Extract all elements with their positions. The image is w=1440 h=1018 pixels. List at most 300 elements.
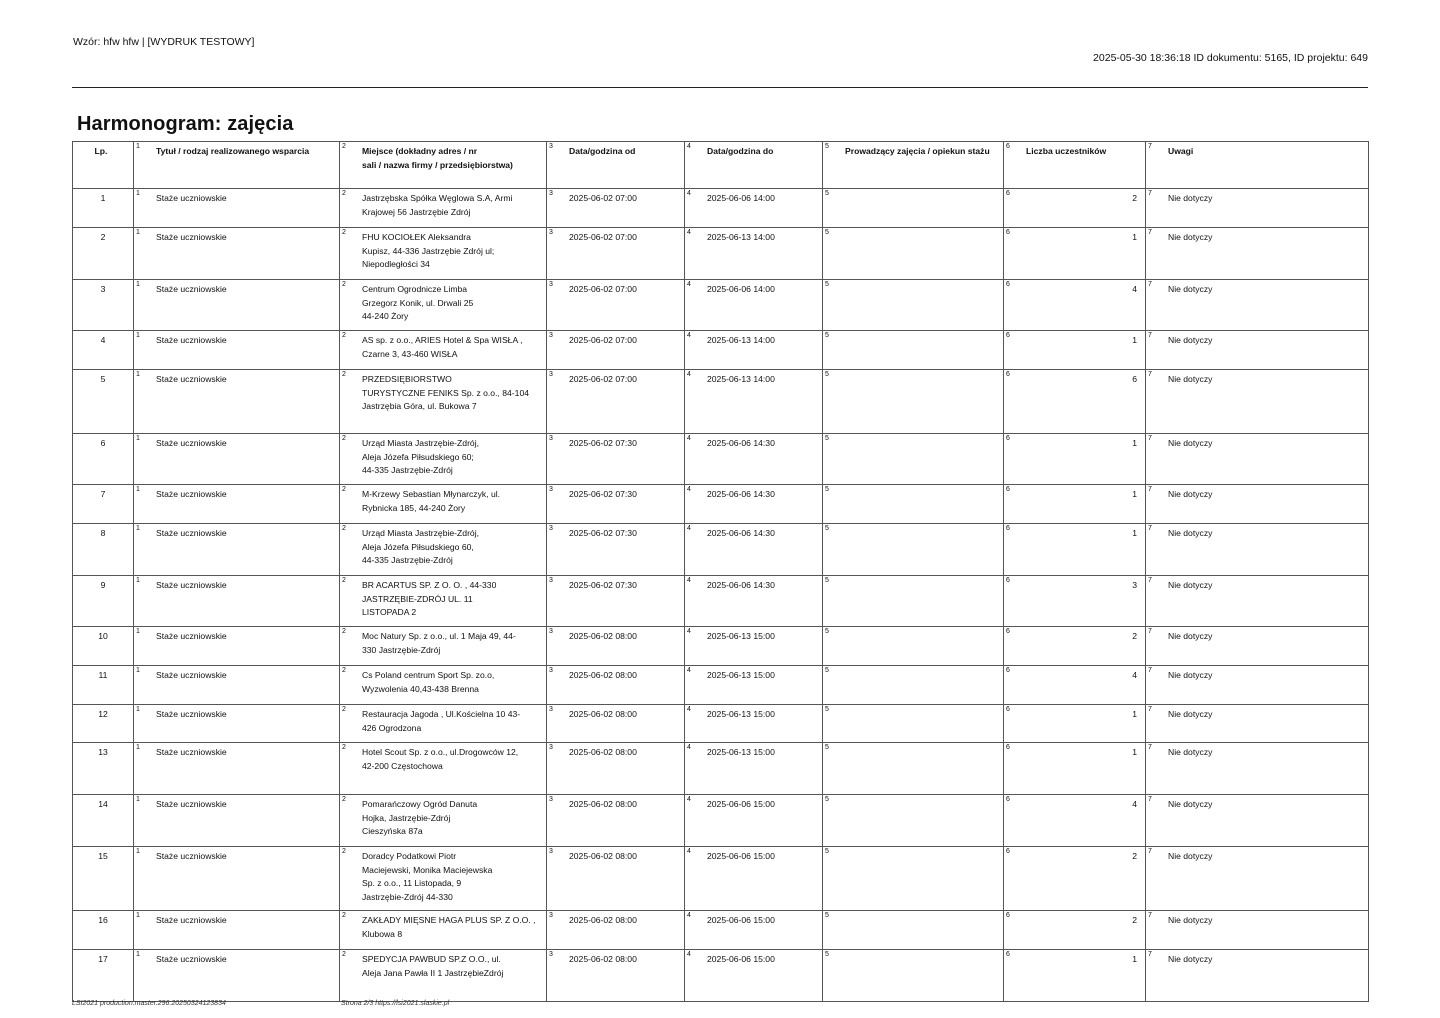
- cell-value: FHU KOCIOŁEK Aleksandra Kupisz, 44-336 Jastrzębie Zdrój ul; Niepodległości 34: [362, 232, 495, 269]
- cell-notes: [1146, 795, 1369, 847]
- cell-column-number: 6: [1006, 229, 1010, 236]
- cell-notes: [1146, 705, 1369, 743]
- page-title: Harmonogram: zajęcia: [77, 113, 294, 135]
- cell-title: [134, 434, 340, 485]
- cell-column-number: 7: [1148, 435, 1152, 442]
- cell-column-number: 4: [687, 190, 691, 197]
- cell-date-from: [547, 331, 685, 370]
- cell-value: 2025-06-13 15:00: [707, 747, 775, 757]
- table-row: [73, 705, 1369, 743]
- table-row: [73, 627, 1369, 666]
- cell-value: 2025-06-13 14:00: [707, 335, 775, 345]
- cell-column-number: 4: [687, 744, 691, 751]
- cell-column-number: 1: [136, 667, 140, 674]
- cell-column-number: 4: [687, 435, 691, 442]
- cell-column-number: 3: [549, 190, 553, 197]
- cell-column-number: 6: [1006, 190, 1010, 197]
- cell-column-number: 4: [687, 577, 691, 584]
- cell-notes: [1146, 331, 1369, 370]
- cell-column-number: 6: [1006, 796, 1010, 803]
- cell-value: Nie dotyczy: [1168, 747, 1213, 757]
- cell-date-to: [685, 280, 823, 331]
- table-row: [73, 331, 1369, 370]
- cell-column-number: 2: [342, 486, 346, 493]
- cell-column-number: 1: [136, 332, 140, 339]
- cell-date-from: [547, 280, 685, 331]
- column-header-label: Miejsce (dokładny adres / nr sali / nazwa firmy / przedsiębiorstwa): [362, 146, 513, 170]
- cell-title: [134, 189, 340, 228]
- cell-column-number: 5: [825, 190, 829, 197]
- cell-column-number: 3: [549, 525, 553, 532]
- cell-lp: [73, 705, 134, 743]
- cell-lp: [73, 485, 134, 524]
- cell-column-number: 3: [549, 486, 553, 493]
- cell-column-number: 2: [342, 229, 346, 236]
- cell-notes: [1146, 485, 1369, 524]
- cell-column-number: 7: [1148, 796, 1152, 803]
- cell-column-number: 1: [136, 486, 140, 493]
- cell-column-number: 5: [825, 848, 829, 855]
- cell-lp: [73, 950, 134, 1002]
- cell-column-number: 2: [342, 951, 346, 958]
- cell-date-to: [685, 666, 823, 705]
- cell-value: 2025-06-02 07:30: [569, 489, 637, 499]
- cell-participants: [1004, 280, 1146, 331]
- cell-column-number: 2: [342, 190, 346, 197]
- cell-value: Nie dotyczy: [1168, 232, 1213, 242]
- column-number: 2: [342, 143, 346, 150]
- cell-leader: [823, 705, 1004, 743]
- cell-place: [340, 627, 547, 666]
- cell-column-number: 6: [1006, 667, 1010, 674]
- cell-lp: [73, 847, 134, 911]
- column-number: 1: [136, 143, 140, 150]
- footer-page-info: Strona 2/3 https://lsi2021.slaskie.pl: [341, 1000, 450, 1007]
- cell-column-number: 3: [549, 628, 553, 635]
- column-header-title: [134, 142, 340, 189]
- cell-column-number: 2: [342, 435, 346, 442]
- cell-leader: [823, 795, 1004, 847]
- cell-value: Hotel Scout Sp. z o.o., ul.Drogowców 12, 42-200 Częstochowa: [362, 747, 519, 771]
- cell-column-number: 5: [825, 371, 829, 378]
- cell-value: Nie dotyczy: [1168, 709, 1213, 719]
- cell-place: [340, 434, 547, 485]
- cell-lp: [73, 434, 134, 485]
- cell-column-number: 7: [1148, 912, 1152, 919]
- cell-column-number: 7: [1148, 332, 1152, 339]
- column-header-label: Data/godzina do: [707, 146, 774, 156]
- cell-date-from: [547, 666, 685, 705]
- cell-column-number: 5: [825, 951, 829, 958]
- table-header-row: [73, 142, 1369, 189]
- cell-column-number: 6: [1006, 848, 1010, 855]
- cell-leader: [823, 370, 1004, 434]
- cell-value: 2025-06-02 07:00: [569, 232, 637, 242]
- cell-column-number: 6: [1006, 281, 1010, 288]
- cell-value: Nie dotyczy: [1168, 193, 1213, 203]
- cell-value: 2025-06-02 08:00: [569, 631, 637, 641]
- cell-value: Staże uczniowskie: [156, 489, 227, 499]
- cell-value: 2: [1132, 915, 1137, 925]
- cell-value: 2025-06-02 08:00: [569, 851, 637, 861]
- cell-title: [134, 485, 340, 524]
- cell-column-number: 4: [687, 912, 691, 919]
- cell-leader: [823, 280, 1004, 331]
- cell-lp: [73, 666, 134, 705]
- cell-column-number: 1: [136, 281, 140, 288]
- cell-place: [340, 189, 547, 228]
- cell-participants: [1004, 434, 1146, 485]
- cell-column-number: 6: [1006, 912, 1010, 919]
- cell-value: Doradcy Podatkowi Piotr Maciejewski, Monika Maciejewska Sp. z o.o., 11 Listopada, 9 Jastrzębie-Zdrój 44-330: [362, 851, 493, 902]
- cell-value: Nie dotyczy: [1168, 438, 1213, 448]
- cell-column-number: 6: [1006, 371, 1010, 378]
- cell-value: Cs Poland centrum Sport Sp. zo.o, Wyzwolenia 40,43-438 Brenna: [362, 670, 495, 694]
- column-header-notes: [1146, 142, 1369, 189]
- cell-notes: [1146, 911, 1369, 950]
- table-row: [73, 280, 1369, 331]
- cell-column-number: 2: [342, 744, 346, 751]
- cell-value: 1: [1132, 438, 1137, 448]
- table-row: [73, 950, 1369, 1002]
- cell-column-number: 1: [136, 796, 140, 803]
- cell-value: 2025-06-06 15:00: [707, 954, 775, 964]
- cell-column-number: 2: [342, 628, 346, 635]
- column-header-label: Liczba uczestników: [1026, 146, 1107, 156]
- cell-date-to: [685, 524, 823, 576]
- cell-date-from: [547, 485, 685, 524]
- cell-column-number: 6: [1006, 577, 1010, 584]
- cell-value: Nie dotyczy: [1168, 528, 1213, 538]
- cell-title: [134, 950, 340, 1002]
- cell-value: 7: [100, 489, 106, 499]
- cell-column-number: 7: [1148, 577, 1152, 584]
- cell-value: 1: [1132, 489, 1137, 499]
- column-header-lp: [73, 142, 134, 189]
- cell-notes: [1146, 370, 1369, 434]
- cell-value: 2025-06-02 07:00: [569, 374, 637, 384]
- cell-place: [340, 666, 547, 705]
- cell-value: Nie dotyczy: [1168, 799, 1213, 809]
- cell-participants: [1004, 743, 1146, 795]
- cell-column-number: 4: [687, 628, 691, 635]
- cell-column-number: 6: [1006, 486, 1010, 493]
- cell-leader: [823, 666, 1004, 705]
- cell-leader: [823, 228, 1004, 280]
- cell-column-number: 2: [342, 796, 346, 803]
- cell-value: 3: [1132, 580, 1137, 590]
- column-header-label: Uwagi: [1168, 146, 1194, 156]
- cell-place: [340, 847, 547, 911]
- cell-participants: [1004, 847, 1146, 911]
- cell-column-number: 7: [1148, 744, 1152, 751]
- cell-notes: [1146, 434, 1369, 485]
- cell-value: 6: [100, 438, 106, 448]
- cell-value: Staże uczniowskie: [156, 528, 227, 538]
- table-row: [73, 370, 1369, 434]
- column-number: 7: [1148, 143, 1152, 150]
- cell-column-number: 7: [1148, 667, 1152, 674]
- cell-date-from: [547, 911, 685, 950]
- cell-value: Staże uczniowskie: [156, 915, 227, 925]
- cell-title: [134, 370, 340, 434]
- cell-column-number: 7: [1148, 371, 1152, 378]
- cell-participants: [1004, 627, 1146, 666]
- cell-column-number: 4: [687, 486, 691, 493]
- column-header-leader: [823, 142, 1004, 189]
- cell-date-from: [547, 950, 685, 1002]
- cell-column-number: 5: [825, 486, 829, 493]
- cell-date-to: [685, 228, 823, 280]
- footer-build-info: LSI2021 production:master.296:20250324123834: [72, 1000, 226, 1007]
- cell-value: 2025-06-02 07:00: [569, 284, 637, 294]
- cell-value: Staże uczniowskie: [156, 851, 227, 861]
- cell-value: Nie dotyczy: [1168, 915, 1213, 925]
- cell-place: [340, 576, 547, 627]
- cell-column-number: 3: [549, 281, 553, 288]
- cell-place: [340, 485, 547, 524]
- cell-column-number: 7: [1148, 628, 1152, 635]
- cell-date-to: [685, 950, 823, 1002]
- table-row: [73, 911, 1369, 950]
- cell-value: 4: [1132, 284, 1137, 294]
- cell-value: 3: [100, 284, 106, 294]
- cell-participants: [1004, 228, 1146, 280]
- cell-value: 2025-06-02 07:00: [569, 193, 637, 203]
- cell-column-number: 6: [1006, 951, 1010, 958]
- cell-column-number: 1: [136, 706, 140, 713]
- table-body: [73, 189, 1369, 1002]
- cell-value: Nie dotyczy: [1168, 284, 1213, 294]
- cell-column-number: 2: [342, 706, 346, 713]
- cell-column-number: 1: [136, 744, 140, 751]
- cell-value: 2: [1132, 631, 1137, 641]
- cell-column-number: 4: [687, 229, 691, 236]
- cell-place: [340, 524, 547, 576]
- cell-value: Staże uczniowskie: [156, 193, 227, 203]
- cell-place: [340, 370, 547, 434]
- cell-place: [340, 705, 547, 743]
- cell-notes: [1146, 627, 1369, 666]
- cell-value: Restauracja Jagoda , Ul.Kościelna 10 43- 426 Ogrodzona: [362, 709, 521, 733]
- cell-column-number: 5: [825, 667, 829, 674]
- cell-leader: [823, 434, 1004, 485]
- cell-participants: [1004, 370, 1146, 434]
- cell-value: 2025-06-02 08:00: [569, 915, 637, 925]
- cell-notes: [1146, 524, 1369, 576]
- cell-value: Nie dotyczy: [1168, 954, 1213, 964]
- document-meta: 2025-05-30 18:36:18 ID dokumentu: 5165, ID projektu: 649: [1093, 52, 1368, 64]
- cell-column-number: 3: [549, 667, 553, 674]
- cell-column-number: 7: [1148, 525, 1152, 532]
- cell-column-number: 3: [549, 912, 553, 919]
- cell-title: [134, 705, 340, 743]
- cell-column-number: 5: [825, 332, 829, 339]
- cell-leader: [823, 743, 1004, 795]
- cell-title: [134, 743, 340, 795]
- cell-place: [340, 280, 547, 331]
- cell-value: Staże uczniowskie: [156, 799, 227, 809]
- cell-value: 14: [98, 799, 108, 809]
- cell-column-number: 2: [342, 525, 346, 532]
- cell-value: 13: [98, 747, 108, 757]
- cell-title: [134, 576, 340, 627]
- cell-column-number: 7: [1148, 229, 1152, 236]
- cell-value: 5: [100, 374, 106, 384]
- cell-column-number: 3: [549, 577, 553, 584]
- cell-title: [134, 524, 340, 576]
- cell-value: Nie dotyczy: [1168, 374, 1213, 384]
- cell-value: Staże uczniowskie: [156, 438, 227, 448]
- cell-column-number: 3: [549, 796, 553, 803]
- cell-date-to: [685, 331, 823, 370]
- cell-date-to: [685, 370, 823, 434]
- cell-column-number: 4: [687, 332, 691, 339]
- cell-value: 2025-06-13 15:00: [707, 670, 775, 680]
- cell-place: [340, 228, 547, 280]
- cell-value: 2025-06-06 14:30: [707, 438, 775, 448]
- cell-date-to: [685, 627, 823, 666]
- cell-column-number: 1: [136, 371, 140, 378]
- cell-value: 15: [98, 851, 108, 861]
- cell-value: 1: [1132, 954, 1137, 964]
- cell-column-number: 7: [1148, 190, 1152, 197]
- cell-leader: [823, 524, 1004, 576]
- cell-value: 2025-06-02 08:00: [569, 954, 637, 964]
- cell-place: [340, 795, 547, 847]
- cell-column-number: 2: [342, 281, 346, 288]
- cell-value: 2: [1132, 851, 1137, 861]
- cell-date-from: [547, 434, 685, 485]
- cell-value: 9: [100, 580, 106, 590]
- cell-column-number: 2: [342, 371, 346, 378]
- cell-column-number: 4: [687, 848, 691, 855]
- cell-value: 16: [98, 915, 108, 925]
- cell-title: [134, 331, 340, 370]
- cell-date-from: [547, 524, 685, 576]
- cell-value: SPEDYCJA PAWBUD SP.Z O.O., ul. Aleja Jana Pawła II 1 JastrzębieZdrój: [362, 954, 504, 978]
- cell-lp: [73, 743, 134, 795]
- cell-place: [340, 743, 547, 795]
- column-header-participants: [1004, 142, 1146, 189]
- cell-value: 2025-06-02 08:00: [569, 747, 637, 757]
- cell-place: [340, 331, 547, 370]
- cell-date-from: [547, 847, 685, 911]
- column-header-label: Prowadzący zajęcia / opiekun stażu: [845, 146, 990, 156]
- cell-value: 2: [100, 232, 106, 242]
- cell-participants: [1004, 705, 1146, 743]
- cell-value: 2: [1132, 193, 1137, 203]
- cell-leader: [823, 847, 1004, 911]
- cell-notes: [1146, 228, 1369, 280]
- cell-column-number: 1: [136, 628, 140, 635]
- cell-value: Urząd Miasta Jastrzębie-Zdrój, Aleja Józefa Piłsudskiego 60; 44-335 Jastrzębie-Zdrój: [362, 438, 480, 475]
- column-number: 6: [1006, 143, 1010, 150]
- cell-column-number: 4: [687, 796, 691, 803]
- cell-column-number: 3: [549, 706, 553, 713]
- cell-value: 2025-06-06 15:00: [707, 799, 775, 809]
- cell-leader: [823, 911, 1004, 950]
- cell-date-to: [685, 485, 823, 524]
- cell-column-number: 4: [687, 951, 691, 958]
- cell-column-number: 1: [136, 435, 140, 442]
- cell-date-from: [547, 627, 685, 666]
- cell-participants: [1004, 485, 1146, 524]
- cell-title: [134, 847, 340, 911]
- cell-value: AS sp. z o.o., ARIES Hotel & Spa WISŁA , Czarne 3, 43-460 WISŁA: [362, 335, 523, 359]
- cell-value: Staże uczniowskie: [156, 954, 227, 964]
- cell-date-to: [685, 576, 823, 627]
- cell-participants: [1004, 911, 1146, 950]
- cell-value: 2025-06-02 07:30: [569, 438, 637, 448]
- cell-value: ZAKŁADY MIĘSNE HAGA PLUS SP. Z O.O. , Klubowa 8: [362, 915, 536, 939]
- cell-lp: [73, 524, 134, 576]
- cell-title: [134, 228, 340, 280]
- column-header-place: [340, 142, 547, 189]
- cell-leader: [823, 627, 1004, 666]
- cell-column-number: 5: [825, 229, 829, 236]
- cell-column-number: 1: [136, 951, 140, 958]
- cell-column-number: 5: [825, 628, 829, 635]
- cell-value: 2025-06-02 07:00: [569, 335, 637, 345]
- cell-column-number: 4: [687, 706, 691, 713]
- cell-lp: [73, 228, 134, 280]
- cell-column-number: 1: [136, 190, 140, 197]
- cell-value: 1: [1132, 747, 1137, 757]
- cell-value: 2025-06-06 14:00: [707, 193, 775, 203]
- cell-value: Staże uczniowskie: [156, 284, 227, 294]
- cell-column-number: 5: [825, 577, 829, 584]
- table-row: [73, 485, 1369, 524]
- cell-value: 2025-06-13 15:00: [707, 631, 775, 641]
- cell-lp: [73, 280, 134, 331]
- cell-value: 4: [1132, 799, 1137, 809]
- cell-column-number: 5: [825, 281, 829, 288]
- cell-title: [134, 627, 340, 666]
- cell-column-number: 1: [136, 848, 140, 855]
- cell-column-number: 1: [136, 525, 140, 532]
- table-row: [73, 434, 1369, 485]
- cell-value: 12: [98, 709, 108, 719]
- cell-value: Jastrzębska Spółka Węglowa S.A, Armi Krajowej 56 Jastrzębie Zdrój: [362, 193, 513, 217]
- cell-value: 11: [98, 670, 108, 680]
- cell-title: [134, 280, 340, 331]
- cell-value: Staże uczniowskie: [156, 374, 227, 384]
- cell-date-from: [547, 370, 685, 434]
- cell-column-number: 7: [1148, 951, 1152, 958]
- column-header-date-to: [685, 142, 823, 189]
- cell-notes: [1146, 280, 1369, 331]
- cell-column-number: 7: [1148, 848, 1152, 855]
- cell-column-number: 6: [1006, 525, 1010, 532]
- cell-value: 1: [1132, 528, 1137, 538]
- column-number: 4: [687, 143, 691, 150]
- cell-value: 2025-06-06 14:30: [707, 528, 775, 538]
- cell-column-number: 4: [687, 281, 691, 288]
- cell-date-to: [685, 705, 823, 743]
- table-row: [73, 576, 1369, 627]
- cell-value: Staże uczniowskie: [156, 631, 227, 641]
- cell-column-number: 1: [136, 229, 140, 236]
- cell-date-from: [547, 705, 685, 743]
- cell-value: Staże uczniowskie: [156, 709, 227, 719]
- document-template-label: Wzór: hfw hfw | [WYDRUK TESTOWY]: [73, 36, 255, 48]
- cell-column-number: 1: [136, 912, 140, 919]
- header-divider: [72, 87, 1368, 88]
- cell-lp: [73, 795, 134, 847]
- cell-column-number: 6: [1006, 332, 1010, 339]
- cell-lp: [73, 370, 134, 434]
